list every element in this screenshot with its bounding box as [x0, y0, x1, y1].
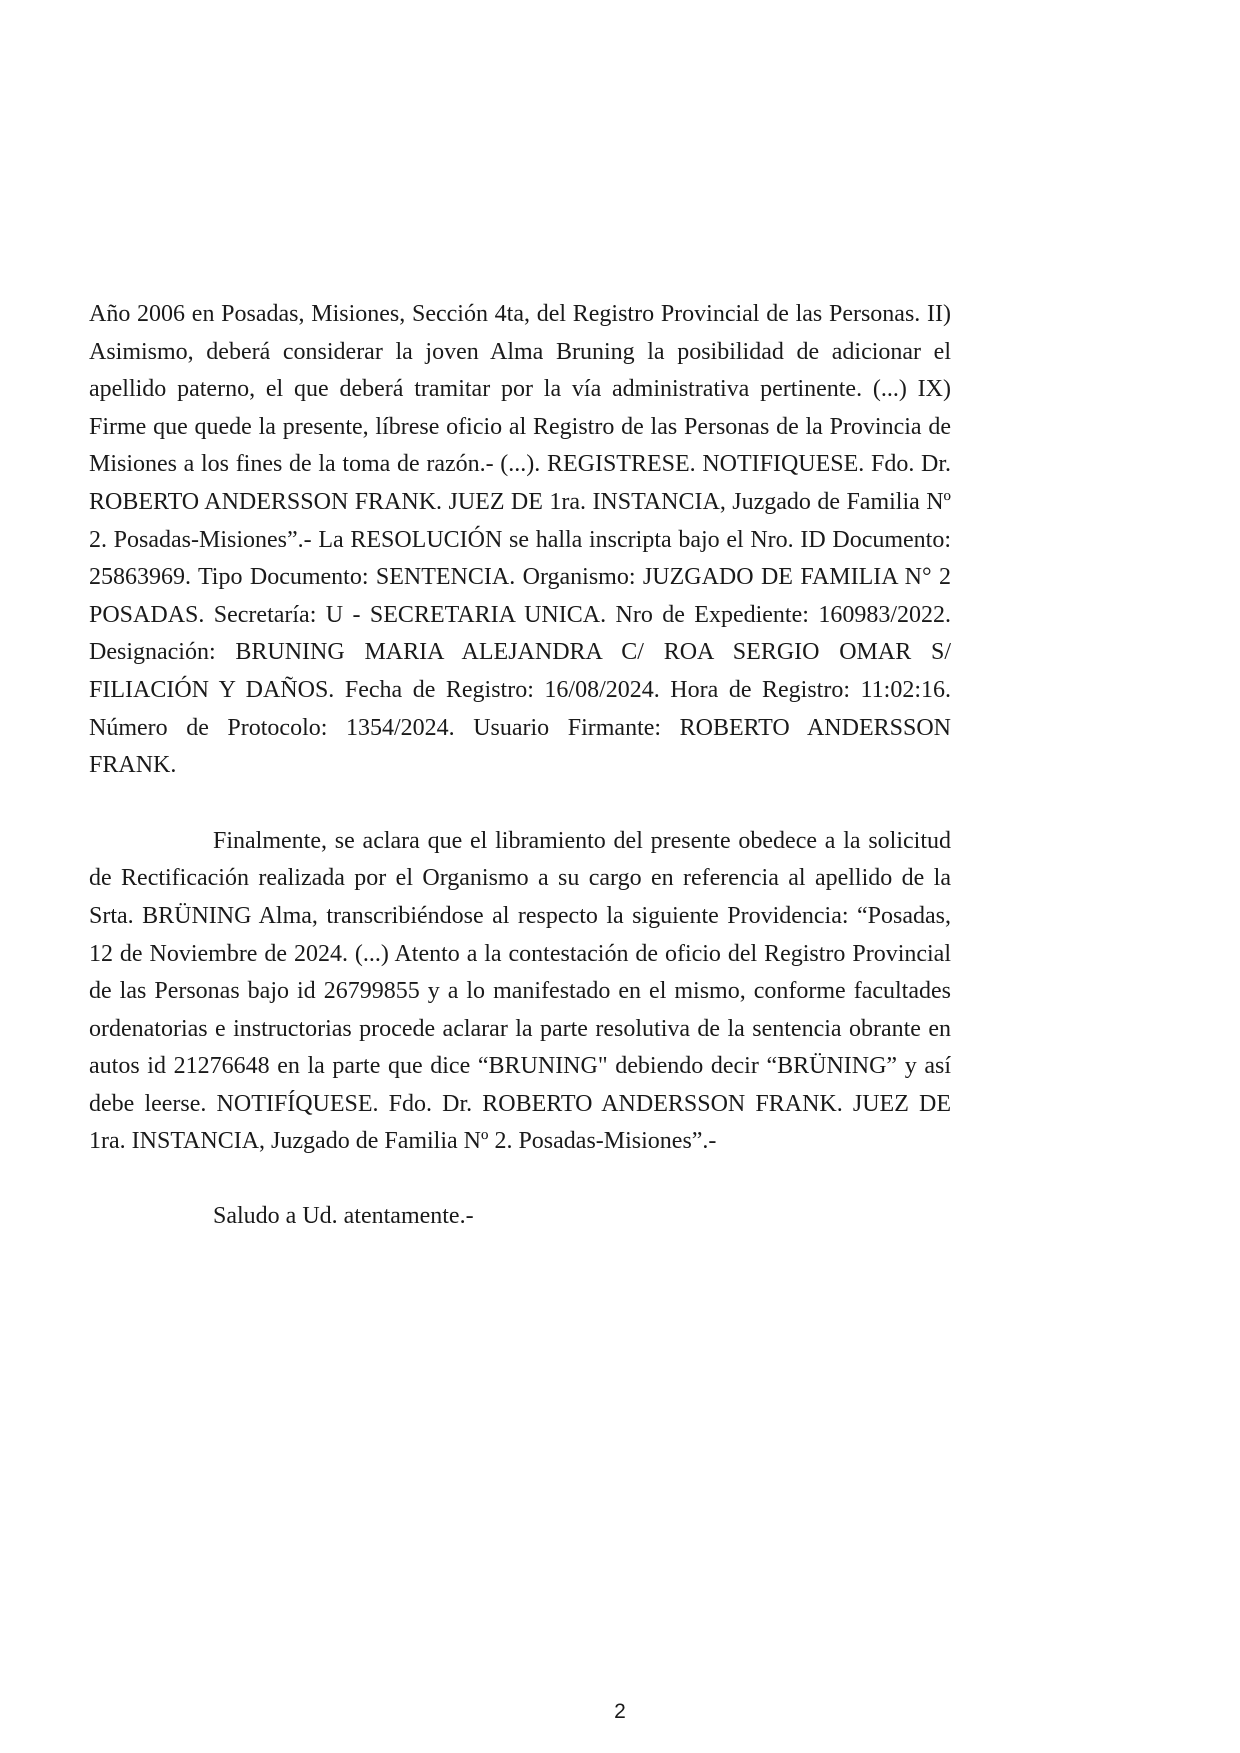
paragraph-resolution-record: Año 2006 en Posadas, Misiones, Sección 4ta, del Registro Provincial de las Personas. II) Asimismo, deberá considerar la joven Alma Bruning la posibilidad de adicionar el apellido paterno, el que deberá tramitar por la vía administrativa pertinente. (...) IX) Firme que quede la presente, líbrese oficio al Registro de las Personas de la Provincia de Misiones a los fines de la toma de razón.- (...). REGISTRESE. NOTIFIQUESE. Fdo. Dr. ROBERTO ANDERSSON FRANK. JUEZ DE 1ra. INSTANCIA, Juzgado de Familia Nº 2. Posadas-Misiones”.- La RESOLUCIÓN se halla inscripta bajo el Nro. ID Documento: 25863969. Tipo Documento: SENTENCIA. Organismo: JUZGADO DE FAMILIA N° 2 POSADAS. Secretaría: U - SECRETARIA UNICA. Nro de Expediente: 160983/2022. Designación: BRUNING MARIA ALEJANDRA C/ ROA SERGIO OMAR S/ FILIACIÓN Y DAÑOS. Fecha de Registro: 16/08/2024. Hora de Registro: 11:02:16. Número de Protocolo: 1354/2024. Usuario Firmante: ROBERTO ANDERSSON FRANK. — [89, 301, 951, 779]
page-number: 2 — [614, 1700, 626, 1723]
document-body — [89, 296, 951, 1236]
paragraph-closing-greeting: Saludo a Ud. atentamente.- — [213, 1203, 474, 1230]
paragraph-rectification: Finalmente, se aclara que el libramiento del presente obedece a la solicitud de Rectificación realizada por el Organismo a su cargo en referencia al apellido de la Srta. BRÜNING Alma, transcribiéndose al respecto la siguiente Providencia: “Posadas, 12 de Noviembre de 2024. (...) Atento a la contestación de oficio del Registro Provincial de las Personas bajo id 26799855 y a lo manifestado en el mismo, conforme facultades ordenatorias e instructorias procede aclarar la parte resolutiva de la sentencia obrante en autos id 21276648 en la parte que dice “BRUNING" debiendo decir “BRÜNING” y así debe leerse. NOTIFÍQUESE. Fdo. Dr. ROBERTO ANDERSSON FRANK. JUEZ DE 1ra. INSTANCIA, Juzgado de Familia Nº 2. Posadas-Misiones”.- — [89, 827, 951, 1155]
